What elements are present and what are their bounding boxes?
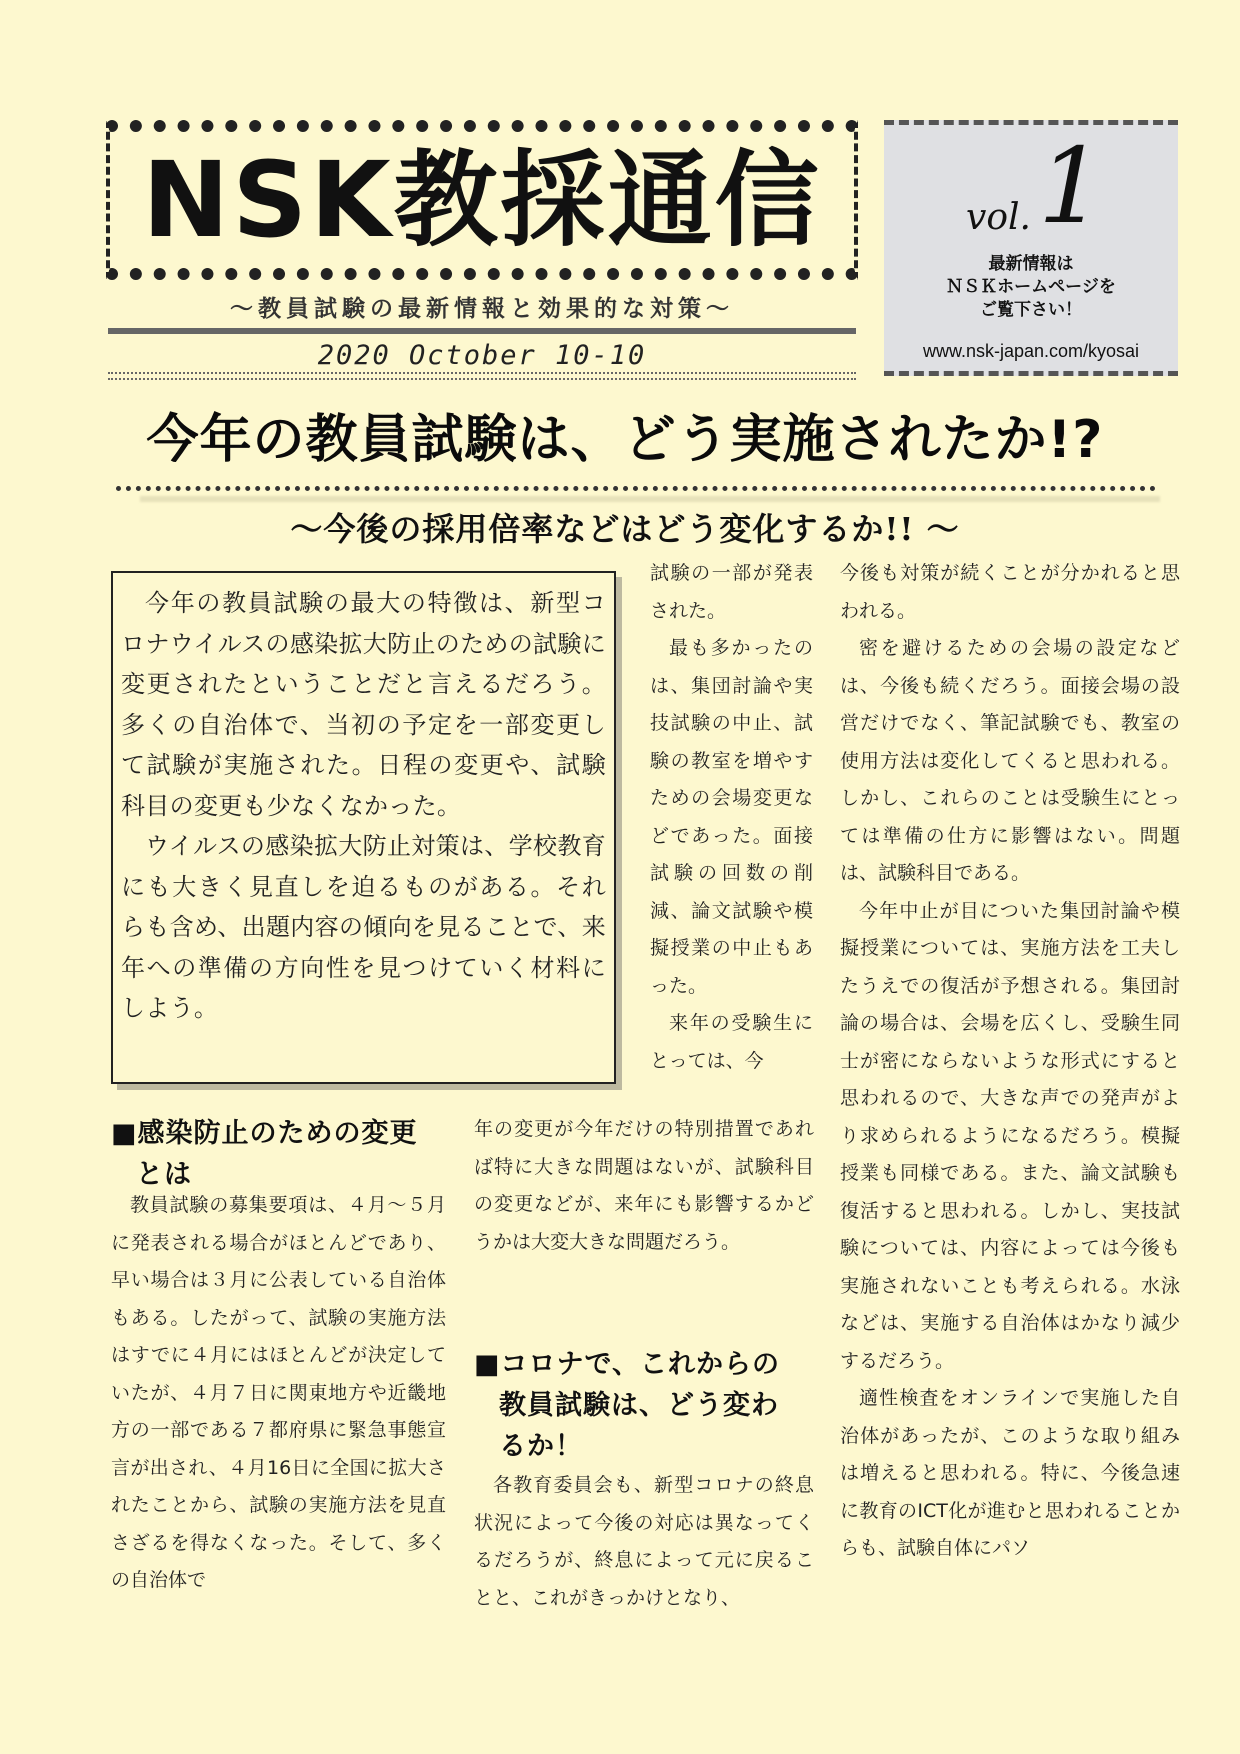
sub-headline: ～今後の採用倍率などはどう変化するか!! ～ xyxy=(290,510,960,548)
volume-box xyxy=(884,120,1178,376)
volume-label: vol. xyxy=(966,197,1031,238)
section-heading-line: ■感染防止のための変更 xyxy=(111,1118,418,1149)
section-heading-infection-prevention xyxy=(111,1113,456,1195)
section-heading-line: 教員試験は、どう変わ xyxy=(499,1390,779,1421)
divider xyxy=(108,378,856,380)
right-column xyxy=(840,555,1180,1568)
lead-box xyxy=(111,571,616,1084)
body-paragraph: 今年中止が目についた集団討論や模擬授業については、実施方法を工夫したうえでの復活が予想される。集団討論の場合は、会場を広くし、受験生同士が密にならないような形式にすると思われるので、大きな声での発声がより求められるようになるだろう。模擬授業も同様である。また、論文試験も復活すると思われる。しかし、実技試験については、内容によっては今後も実施されないことも考えられる。水泳などは、実施する自治体はかなり減少するだろう。 xyxy=(840,899,1180,1372)
body-paragraph: 年の変更が今年だけの特別措置であれば特に大きな問題はないが、試験科目の変更などが、来年にも影響するかどうかは大変大きな問題だろう。 xyxy=(474,1118,814,1253)
narrow-column xyxy=(650,555,813,1080)
body-paragraph: 今後も対策が続くことが分かれると思われる。 xyxy=(840,562,1180,622)
divider xyxy=(108,372,856,374)
body-paragraph: 最も多かったのは、集団討論や実技試験の中止、試験の教室を増やすための会場変更などであった。面接試験の回数の削減、論文試験や模擬授業の中止もあった。 xyxy=(650,637,813,997)
section1-body xyxy=(111,1187,446,1600)
body-paragraph: 密を避けるための会場の設定などは、今後も続くだろう。面接会場の設営だけでなく、筆記試験でも、教室の使用方法は変化してくると思われる。しかし、これらのことは受験生にとっては準備の仕方に影響はない。問題は、試験科目である。 xyxy=(840,637,1180,884)
section-heading-line: ■コロナで、これからの xyxy=(474,1349,780,1380)
headline-underline-shadow xyxy=(140,496,1160,502)
body-paragraph: 適性検査をオンラインで実施した自治体があったが、このような取り組みは増えると思われる。特に、今後急速に教育のICT化が進むと思われることからも、試験自体にパソ xyxy=(840,1387,1180,1559)
homepage-url[interactable]: www.nsk-japan.com/kyosai xyxy=(922,341,1140,361)
body-paragraph: 各教育委員会も、新型コロナの終息状況によって今後の対応は異なってくるだろうが、終息によって元に戻ることと、これがきっかけとなり、 xyxy=(474,1474,814,1609)
middle-column xyxy=(474,1111,814,1261)
body-paragraph: 教員試験の募集要項は、４月～５月に発表される場合がほとんどであり、早い場合は３月に公表している自治体もある。したがって、試験の実施方法はすでに４月にはほとんどが決定していたが、４月７日に関東地方や近畿地方の一部である７都府県に緊急事態宣言が出され、４月16日に全国に拡大されたことから、試験の実施方法を見直さざるを得なくなった。そして、多くの自治体で xyxy=(111,1194,446,1591)
newsletter-subtitle: ～教員試験の最新情報と効果的な対策～ xyxy=(230,295,734,322)
divider xyxy=(108,328,856,334)
section-heading-line: とは xyxy=(136,1159,192,1190)
section2-body xyxy=(474,1467,814,1617)
body-paragraph: 来年の受験生にとっては、今 xyxy=(650,1012,813,1072)
body-paragraph: 試験の一部が発表された。 xyxy=(650,562,813,622)
newsletter-title: NSK教採通信 xyxy=(142,139,822,261)
volume-number: 1 xyxy=(1038,125,1105,247)
main-headline: 今年の教員試験は、どう実施されたか!? xyxy=(146,410,1104,470)
headline-dotted-rule xyxy=(116,486,1156,491)
section-heading-line: るか！ xyxy=(499,1431,583,1462)
masthead-frame xyxy=(106,120,858,280)
issue-date: 2020 October 10-10 xyxy=(317,340,647,371)
lead-paragraph: ウイルスの感染拡大防止対策は、学校教育にも大きく見直しを迫るものがある。それらも含め、出題内容の傾向を見ることで、来年への準備の方向性を見つけていく材料にしよう。 xyxy=(121,832,606,1022)
lead-paragraph: 今年の教員試験の最大の特徴は、新型コロナウイルスの感染拡大防止のための試験に変更されたということだと言えるだろう。多くの自治体で、当初の予定を一部変更して試験が実施された。日程の変更や、試験科目の変更も少なくなかった。 xyxy=(121,589,606,820)
homepage-note: 最新情報は ＮＳＫホームページを ご覧下さい！ xyxy=(946,254,1116,320)
section-heading-corona-future xyxy=(474,1344,819,1467)
